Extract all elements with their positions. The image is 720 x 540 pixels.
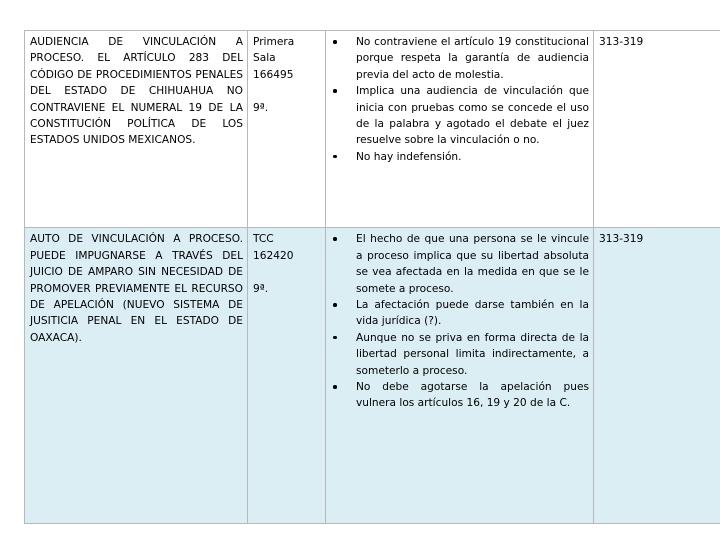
court-line: Sala bbox=[253, 52, 276, 65]
pages-cell bbox=[594, 31, 720, 228]
table-row bbox=[25, 228, 720, 524]
bullet-icon bbox=[333, 89, 337, 93]
bullet-icon bbox=[333, 237, 337, 241]
bullet-icon bbox=[333, 40, 337, 44]
thesis-table bbox=[24, 30, 720, 524]
epoch: 9ª. bbox=[253, 282, 269, 295]
list-item bbox=[330, 379, 589, 412]
list-item bbox=[330, 149, 589, 165]
point-text: El hecho de que una persona se le vincule a proceso implica que su libertad absoluta se vea afectada en la medida en que se le somete a proceso. bbox=[356, 233, 589, 295]
points-list bbox=[330, 34, 589, 165]
point-text: No debe agotarse la apelación pues vulnera los artículos 16, 19 y 20 de la C. bbox=[356, 381, 589, 410]
table-row bbox=[25, 31, 720, 228]
page-range: 313-319 bbox=[599, 233, 644, 246]
page-range: 313-319 bbox=[599, 36, 644, 48]
court-cell bbox=[248, 31, 326, 228]
points-cell bbox=[326, 228, 594, 524]
bullet-icon bbox=[333, 155, 337, 159]
point-text: No hay indefensión. bbox=[356, 150, 462, 163]
court-line: TCC bbox=[253, 233, 274, 246]
list-item bbox=[330, 297, 589, 330]
registry-number: 162420 bbox=[253, 249, 294, 262]
thesis-title: AUDIENCIA DE VINCULACIÓN A PROCESO. EL ARTÍCULO 283 DEL CÓDIGO DE PROCEDIMIENTOS PENALES DEL ESTADO DE CHIHUAHUA NO CONTRAVIENE EL NUMERAL 19 DE LA CONSTITUCIÓN POLÍTICA DE LOS ESTADOS UNIDOS MEXICANOS. bbox=[30, 36, 243, 147]
list-item bbox=[330, 330, 589, 379]
points-list bbox=[330, 231, 589, 411]
point-text: No contraviene el artículo 19 constitucional porque respeta la garantía de audiencia previa del acto de molestia. bbox=[356, 36, 589, 81]
epoch: 9ª. bbox=[253, 101, 269, 114]
list-item bbox=[330, 231, 589, 297]
point-text: Implica una audiencia de vinculación que inicia con pruebas como se concede el uso de la palabra y agotado el debate el juez resuelve sobre la vinculación o no. bbox=[356, 85, 589, 147]
bullet-icon bbox=[333, 385, 337, 389]
registry-number: 166495 bbox=[253, 68, 294, 81]
thesis-title-cell bbox=[25, 31, 248, 228]
bullet-icon bbox=[333, 336, 337, 340]
list-item bbox=[330, 34, 589, 83]
pages-cell bbox=[594, 228, 720, 524]
court-line bbox=[253, 83, 321, 99]
thesis-title-cell bbox=[25, 228, 248, 524]
court-line bbox=[253, 264, 321, 280]
court-line: Primera bbox=[253, 36, 295, 48]
point-text: La afectación puede darse también en la vida jurídica (?). bbox=[356, 299, 589, 328]
points-cell bbox=[326, 31, 594, 228]
thesis-title: AUTO DE VINCULACIÓN A PROCESO. PUEDE IMPUGNARSE A TRAVÉS DEL JUICIO DE AMPARO SIN NECESIDAD DE PROMOVER PREVIAMENTE EL RECURSO DE APELACIÓN (NUEVO SISTEMA DE JUSITICIA PENAL EN EL ESTADO DE OAXACA). bbox=[30, 233, 243, 344]
list-item bbox=[330, 83, 589, 149]
bullet-icon bbox=[333, 303, 337, 307]
point-text: Aunque no se priva en forma directa de la libertad personal limita indirectamente, a someterlo a proceso. bbox=[356, 331, 589, 377]
court-cell bbox=[248, 228, 326, 524]
